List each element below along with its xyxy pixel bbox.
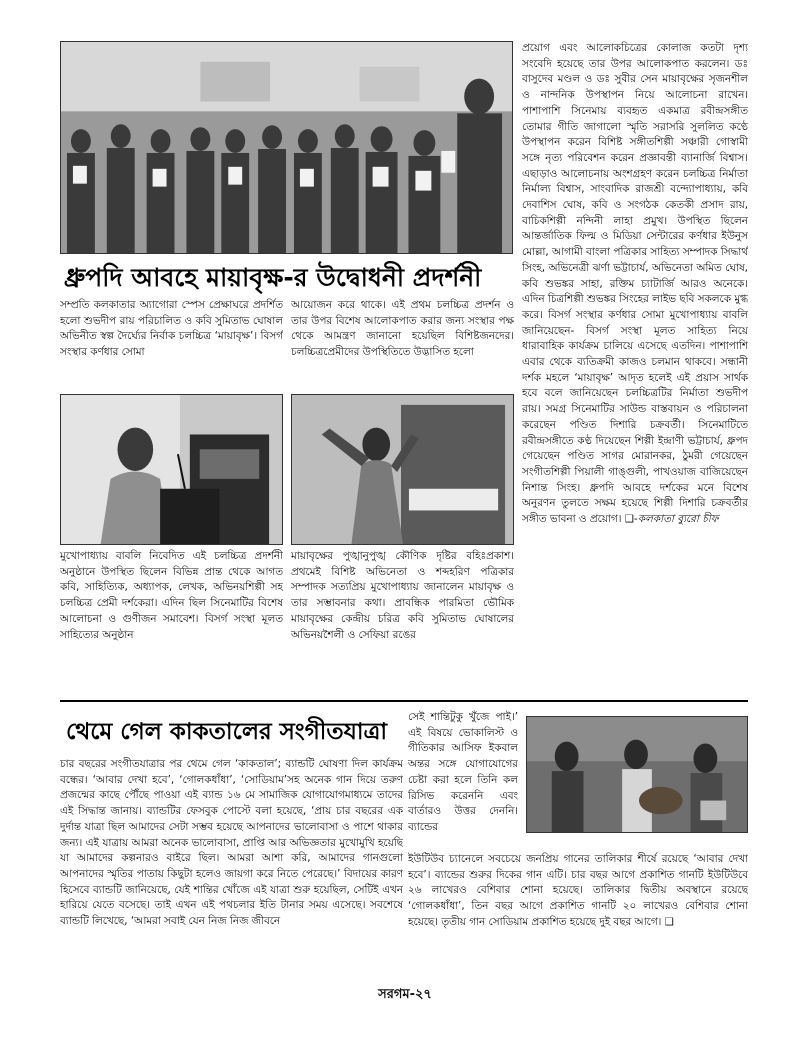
article1-col1-top: সম্প্রতি কলকাতার অ্যাগোরা স্পেস প্রেক্ষাঘরে প্রদর্শিত হলো শুভদীপ রায় পরিচালিত ও কবি সুমিতাভ ঘোষাল অভিনীত স্বল্প দৈর্ঘ্যের নির্বাক চলচ্চিত্র ‘মায়াবৃক্ষ’। বিসর্গ সংস্থার কর্ণধার সোমা — [60, 299, 283, 359]
article2-headline: থেমে গেল কাকতালের সংগীতযাত্রা — [66, 719, 388, 745]
speaker-photo — [60, 394, 283, 545]
page-folio: সরগম-২৭ — [378, 987, 432, 1002]
dancer-photo — [291, 394, 514, 545]
article2-body-main: চার বছরের সংগীতযাত্রার পর থেমে গেল ‘কাকতাল’; ব্যান্ডটি ঘোষণা দিল কার্যক্রম বন্ধের। ‘আবার দেখা হবে’, ‘গোলকধাঁধা’, ‘সোডিয়াম’সহ অনেক গান দিয়ে তরুণ প্রজন্মের কাছে পৌঁছে পাওয়া এই ব্যান্ড ১৬ মে সামাজিক যোগাযোগমাধ্যমে তাদের এই সিদ্ধান্ত জানায়। ব্যান্ডটির ফেসবুক পোস্টে বলা হয়েছে, ‘প্রায় চার বছরের এক দুর্দান্ত যাত্রা ছিল আমাদের সেটা সম্ভব হয়েছে আপনাদের ভালোবাসা ও পাশে থাকার জন্য। এই যাত্রায় আমরা অনেক ভালোবাসা, প্রাপ্তি আর অভিজ্ঞতার মুখোমুখি হয়েছি যা আমাদের কল্পনারও বাইরে ছিল। আমরা আশা করি, আমাদের গানগুলো আপনাদের স্মৃতির পাতায় কিছুটা হলেও জায়গা করে নিতে পেরেছে।’ বিদায়ের কারণ হিসেবে ব্যান্ডটি জানিয়েছে, যেই শান্তির খোঁজে এই যাত্রা শুরু হয়েছিল, সেটিই এখন হারিয়ে যেতে বসেছে। তাই এখন এই পথচলার ইতি টানার সময় এসেছে। সবশেষে ব্যান্ডটি লিখেছে, ‘আমরা সবাই যেন নিজ নিজ জীবনে — [60, 758, 403, 928]
article1-headline: ধ্রুপদি আবহে মায়াবৃক্ষ-র উদ্বোধনী প্রদর্শনী — [64, 263, 482, 292]
event-group-photo — [60, 41, 513, 254]
article1-col1-bottom: মুখোপাধ্যায় বাবলি নিবেদিত এই চলচ্চিত্র প্রদর্শনী অনুষ্ঠানে উপস্থিত ছিলেন বিভিন্ন প্রান্ত থেকে আগত কবি, সাহিত্যিক, অধ্যাপক, লেখক, অভিনয়শিল্পী সহ চলচ্চিত্র প্রেমী দর্শকেরা। এদিন ছিল সিনেমাটির বিশেষ আলোচনা ও গুণীজন সমাবেশ। বিসর্গ সংস্থা মূলত সাহিত্যের অনুষ্ঠান — [60, 550, 283, 641]
band-photo — [526, 716, 748, 833]
article2-body-bottom: ইউটিউব চ্যানেলে সবচেয়ে জনপ্রিয় গানের তালিকার শীর্ষে রয়েছে ‘আবার দেখা হবে’। ব্যান্ডের শুরুর দিকের গান এটি। চার বছর আগে প্রকাশিত গানটি ইউটিউবে ২৬ লাখেরও বেশিবার শোনা হয়েছে। তালিকার দ্বিতীয় অবস্থানে রয়েছে ‘গোলকধাঁধা’, তিন বছর আগে প্রকাশিত গানটি ২০ লাখেরও বেশিবার শোনা হয়েছে। তৃতীয় গান সোডিয়াম প্রকাশিত হয়েছে দুই বছর আগে। ❑ — [408, 853, 748, 928]
article1-col3-text: প্রয়োগ এবং আলোকচিত্রের কোলাজ কতটা দৃশ্য সংবেদি হয়েছে তার উপর আলোকপাত করলেন। ডঃ বাসুদেব মণ্ডল ও ডঃ সুবীর সেন মায়াবৃক্ষের সৃজনশীল ও নান্দনিক উপস্থাপন নিয়ে আলোচনা রাখেন। পাশাপাশি সিনেমায় ব্যবহৃত একমাত্র রবীন্দ্রসঙ্গীত তোমার গীতি জাগালো স্মৃতি সরাসরি সুললিত কণ্ঠে উপস্থাপন করেন বিশিষ্ট সঙ্গীতশিল্পী সঞ্চারী গোস্বামী সঙ্গে নৃত্য পরিবেশন করেন প্রজ্ঞাবন্তী ব্যানার্জি বিশ্বাস। এছাড়াও আলোচনায় অংশগ্রহণ করেন চলচ্চিত্র নির্মাতা নির্মাল্য বিশ্বাস, সাংবাদিক রাজশ্রী বন্দ্যোপাধ্যায়, কবি দেবাশিস ঘোষ, কবি ও সংগঠক কেতকী প্রসাদ রায়, বাচিকশিল্পী নন্দিনী লাহা প্রমুখ। উপস্থিত ছিলেন আন্তর্জাতিক ফিল্ম ও মিডিয়া সেন্টারের কর্ণধার ইউনুস মোল্লা, আগামী বাংলা পত্রিকার সাহিত্য সম্পাদক সিদ্ধার্থ সিংহ, অভিনেত্রী ঝর্ণা ভট্টাচার্য, অভিনেতা অমিত ঘোষ, কবি শুভঙ্কর সাহা, রক্তিম চ্যাটার্জি আরও অনেকে। এদিন চিত্রশিল্পী শুভঙ্কর সিংহের লাইভ ছবি সকলকে মুগ্ধ করে। বিসর্গ সংস্থার কর্ণধার সোমা মুখোপাধ্যায় বাবলি জানিয়েছেন- বিসর্গ সংস্থা মূলত সাহিত্য নিয়ে ধারাবাহিক কার্যক্রম চালিয়ে এসেছে এতদিন। পাশাপাশি এবার থেকে ব্যতিক্রমী কাজও চলমান থাকবে। সন্ধানী দর্শক মহলে ‘মায়াবৃক্ষ’ আদৃত হলেই এই প্রয়াস সার্থক হবে বলে জানিয়েছেন চলচ্চিত্রটির নির্মাতা শুভদীপ রায়। সমগ্র সিনেমাটির সাউন্ড বাস্তবায়ন ও পরিচালনা করেছেন পণ্ডিত দিশারি চক্রবর্তী। সিনেমাটিতে রবীন্দ্রসঙ্গীতে কণ্ঠ দিয়েছেন শিল্পী ইন্দ্রাণী ভট্টাচার্য, ধ্রুপদ গেয়েছেন পণ্ডিত সাগর মোরানকর, ঠুমরী গেয়েছেন সংগীতশিল্পী পিয়ালী গাঙ্গুলী, পাখওয়াজ বাজিয়েছেন নিশান্ত সিংহ। ধ্রুপদি আবহে দর্শকের মনে বিশেষ অনুরণন তুলতে সক্ষম হয়েছে শিল্পী দিশারি চক্রবর্তীর সঙ্গীত ভাবনা ও প্রয়োগ। ❑- — [522, 42, 748, 526]
article2-body-side: সেই শান্তিটুকু খুঁজে পাই।’ এই বিষয়ে ভোকালিস্ট ও গীতিকার আসিফ ইকবাল অন্তর সঙ্গে যোগাযোগের চেষ্টা করা হলে তিনি কল রিসিভ করেননি এবং বার্তারও উত্তর দেননি। ব্যান্ডের — [408, 711, 518, 833]
section-divider — [60, 700, 748, 702]
article1-col3 — [522, 41, 748, 691]
article1-col2-top: আয়োজন করে থাকে। এই প্রথম চলচ্চিত্র প্রদর্শন ও তার উপর বিশেষ আলোকপাত করার জন্য সংস্থার পক্ষ থেকে আমন্ত্রণ জানানো হয়েছিল বিশিষ্টজনদের। চলচ্চিত্রপ্রেমীদের উপস্থিতিতে উদ্ভাসিত হলো — [291, 299, 514, 359]
article1-col2-bottom: মায়াবৃক্ষের পুঙ্খানুপুঙ্খ কৌণিক দৃষ্টির বহিঃপ্রকাশ। প্রথমেই বিশিষ্ট অভিনেতা ও শব্দহরিণ পত্রিকার সম্পাদক সত্যপ্রিয় মুখোপাধ্যায় জানালেন মায়াবৃক্ষ ও তার সম্ভাবনার কথা। প্রাবন্ধিক পারমিতা ভৌমিক মায়াবৃক্ষের কেন্দ্রীয় চরিত্র কবি সুমিতাভ ঘোষালের অভিনয়শৈলী ও সেফিয়া রঙের — [291, 550, 514, 641]
article1-credit: কলকাতা ব্যুরো চীফ — [637, 513, 719, 526]
